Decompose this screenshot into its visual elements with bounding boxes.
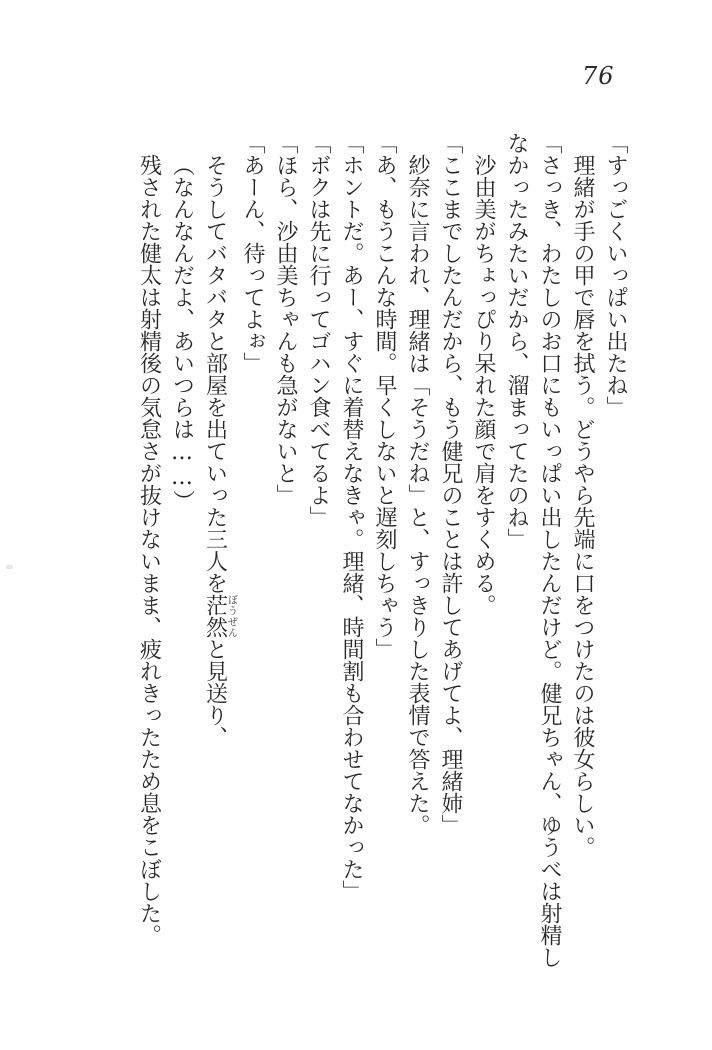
- ruby-base-text: 茫然: [202, 594, 228, 638]
- dialogue-line: 「さっき、わたしのお口にもいっぱい出したんだけど。健兄ちゃん、ゆうべは射精し: [537, 132, 562, 968]
- dialogue-line: 「すっごくいっぱい出たね」: [603, 132, 628, 418]
- ruby-post-text: と見送り、: [202, 638, 228, 748]
- dialogue-continuation-line: なかったみたいだから、溜まってたのね」: [504, 132, 529, 550]
- narrative-line-with-ruby: [199, 132, 237, 1012]
- dialogue-line: 「ほら、沙由美ちゃんも急がないと」: [273, 132, 298, 506]
- thought-line: （なんなんだよ、あいつらは……）: [169, 154, 195, 512]
- dialogue-line: 「あーん、待ってよぉ」: [240, 132, 265, 374]
- dialogue-line: 「ここまでしたんだから、もう健兄のことは許してあげてよ、理緒姉」: [438, 132, 463, 836]
- narrative-line: 理緒が手の甲で唇を拭う。どうやら先端に口をつけたのは彼女らしい。: [570, 154, 595, 858]
- narrative-line: 残された健太は射精後の気怠さが抜けないまま、疲れきったため息をこぼした。: [136, 154, 162, 946]
- narrative-line: 紗奈に言われ、理緒は「そうだね」と、すっきりした表情で答えた。: [405, 154, 430, 836]
- vertical-text-block: [133, 132, 633, 1012]
- ruby-annotation: [202, 594, 237, 638]
- dialogue-line: 「ボクは先に行ってゴハン食べてるよ」: [306, 132, 331, 528]
- narrative-line: 沙由美がちょっぴり呆れた顔で肩をすくめる。: [471, 154, 496, 616]
- scan-artifact: [6, 565, 13, 569]
- ruby-pre-text: そうしてバタバタと部屋を出ていった三人を: [202, 154, 228, 594]
- page-number: 76: [582, 62, 615, 90]
- dialogue-line: 「あ、もうこんな時間。早くしないと遅刻しちゃう」: [372, 132, 397, 660]
- furigana-text: ぼうぜん: [225, 594, 237, 638]
- dialogue-line: 「ホントだ。あー、すぐに着替えなきゃ。理緒、時間割も合わせてなかった」: [339, 132, 364, 902]
